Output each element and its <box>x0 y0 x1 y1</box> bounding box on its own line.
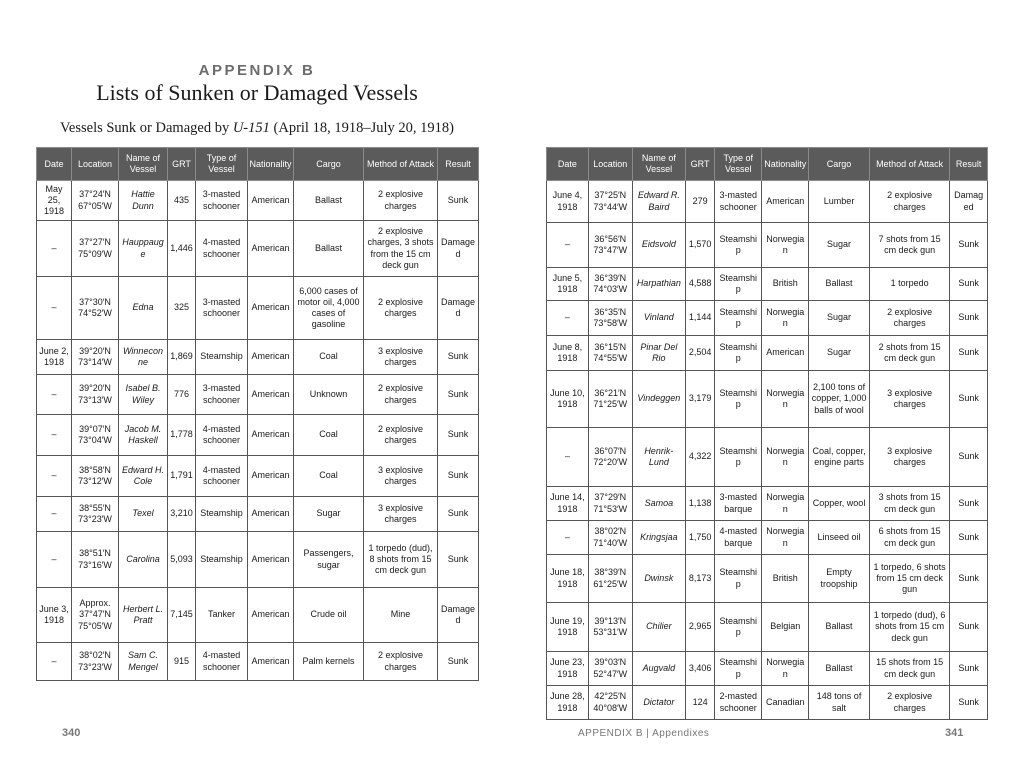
method-cell: 7 shots from 15 cm deck gun <box>869 223 949 268</box>
nationality-cell: British <box>762 555 809 603</box>
nationality-cell: Canadian <box>762 686 809 720</box>
vessel-type-cell: 3-masted barque <box>715 487 762 521</box>
vessel-name-cell: Herbert L. Pratt <box>119 588 168 643</box>
cargo-cell: Ballast <box>809 268 870 301</box>
appendix-label: APPENDIX B <box>198 62 316 79</box>
column-header: Type of Vessel <box>715 148 762 181</box>
grt-cell: 3,210 <box>168 497 196 532</box>
vessel-name-cell: Eidsvold <box>632 223 685 268</box>
vessel-type-cell: 2-masted schooner <box>715 686 762 720</box>
table-row <box>547 428 988 487</box>
table-row <box>37 181 479 221</box>
location-cell: 36°56′N 73°47′W <box>588 223 632 268</box>
table-row <box>547 371 988 428</box>
column-header: Nationality <box>762 148 809 181</box>
date-cell: June 28, 1918 <box>547 686 589 720</box>
column-header: Type of Vessel <box>196 148 248 181</box>
column-header: Result <box>950 148 988 181</box>
result-cell: Sunk <box>438 181 479 221</box>
vessel-name-cell: Chilier <box>632 603 685 652</box>
column-header: Name of Vessel <box>119 148 168 181</box>
result-cell: Sunk <box>950 686 988 720</box>
vessel-name-cell: Edna <box>119 277 168 340</box>
location-cell: 38°51′N 73°16′W <box>72 532 119 588</box>
result-cell: Damaged <box>438 277 479 340</box>
caption-vessel: U-151 <box>232 120 270 136</box>
result-cell: Sunk <box>950 336 988 371</box>
result-cell: Sunk <box>438 497 479 532</box>
table-row <box>547 301 988 336</box>
cargo-cell: Coal <box>294 456 364 497</box>
result-cell: Damaged <box>950 181 988 223</box>
method-cell: 3 shots from 15 cm deck gun <box>869 487 949 521</box>
column-header: Method of Attack <box>869 148 949 181</box>
cargo-cell: 6,000 cases of motor oil, 4,000 cases of gasoline <box>294 277 364 340</box>
nationality-cell: American <box>248 588 294 643</box>
grt-cell: 3,179 <box>685 371 714 428</box>
vessel-type-cell: 3-masted schooner <box>196 277 248 340</box>
location-cell: 38°58′N 73°12′W <box>72 456 119 497</box>
date-cell: June 5, 1918 <box>547 268 589 301</box>
cargo-cell: Ballast <box>294 221 364 277</box>
cargo-cell: Coal <box>294 415 364 456</box>
table-row <box>37 643 479 681</box>
table-row <box>547 603 988 652</box>
method-cell: 15 shots from 15 cm deck gun <box>869 652 949 686</box>
column-header: Result <box>438 148 479 181</box>
nationality-cell: American <box>248 415 294 456</box>
vessel-type-cell: Steamship <box>715 603 762 652</box>
grt-cell: 5,093 <box>168 532 196 588</box>
date-cell: June 8, 1918 <box>547 336 589 371</box>
vessel-type-cell: Steamship <box>715 336 762 371</box>
date-cell: – <box>37 497 72 532</box>
vessel-name-cell: Vindeggen <box>632 371 685 428</box>
vessel-type-cell: Steamship <box>715 428 762 487</box>
date-cell: – <box>37 532 72 588</box>
grt-cell: 915 <box>168 643 196 681</box>
vessel-name-cell: Isabel B. Wiley <box>119 375 168 415</box>
method-cell: 1 torpedo, 6 shots from 15 cm deck gun <box>869 555 949 603</box>
table-body-left <box>37 181 479 681</box>
location-cell: 38°02′N 73°23′W <box>72 643 119 681</box>
result-cell: Damaged <box>438 588 479 643</box>
table-row <box>37 456 479 497</box>
method-cell: 2 explosive charges, 3 shots from the 15 cm deck gun <box>364 221 438 277</box>
nationality-cell: Norwegian <box>762 487 809 521</box>
table-row <box>547 268 988 301</box>
location-cell: 36°39′N 74°03′W <box>588 268 632 301</box>
method-cell: 3 explosive charges <box>364 340 438 375</box>
vessel-name-cell: Hauppauge <box>119 221 168 277</box>
result-cell: Sunk <box>950 652 988 686</box>
grt-cell: 8,173 <box>685 555 714 603</box>
vessels-table-right <box>546 147 988 720</box>
page-heading: Lists of Sunken or Damaged Vessels <box>96 80 418 105</box>
cargo-cell: Sugar <box>809 336 870 371</box>
column-header: GRT <box>685 148 714 181</box>
caption-suffix: (April 18, 1918–July 20, 1918) <box>269 120 454 136</box>
vessel-name-cell: Carolina <box>119 532 168 588</box>
column-header: Name of Vessel <box>632 148 685 181</box>
grt-cell: 2,504 <box>685 336 714 371</box>
cargo-cell: 148 tons of salt <box>809 686 870 720</box>
vessel-type-cell: Tanker <box>196 588 248 643</box>
column-header: Cargo <box>294 148 364 181</box>
method-cell: 2 explosive charges <box>364 181 438 221</box>
table-row <box>547 223 988 268</box>
cargo-cell: Linseed oil <box>809 521 870 555</box>
date-cell: – <box>547 301 589 336</box>
location-cell: 37°27′N 75°09′W <box>72 221 119 277</box>
nationality-cell: American <box>248 221 294 277</box>
result-cell: Sunk <box>438 456 479 497</box>
column-header: Location <box>588 148 632 181</box>
location-cell: 38°39′N 61°25′W <box>588 555 632 603</box>
result-cell: Sunk <box>950 268 988 301</box>
location-cell: 39°13′N 53°31′W <box>588 603 632 652</box>
vessel-name-cell: Vinland <box>632 301 685 336</box>
grt-cell: 1,144 <box>685 301 714 336</box>
nationality-cell: American <box>248 497 294 532</box>
nationality-cell: Norwegian <box>762 371 809 428</box>
table-row <box>547 181 988 223</box>
vessel-type-cell: Steamship <box>715 301 762 336</box>
location-cell: 39°03′N 52°47′W <box>588 652 632 686</box>
vessel-type-cell: Steamship <box>715 555 762 603</box>
location-cell: 36°15′N 74°55′W <box>588 336 632 371</box>
vessel-type-cell: Steamship <box>715 652 762 686</box>
cargo-cell: 2,100 tons of copper, 1,000 balls of wool <box>809 371 870 428</box>
grt-cell: 1,138 <box>685 487 714 521</box>
grt-cell: 325 <box>168 277 196 340</box>
nationality-cell: American <box>248 532 294 588</box>
method-cell: 2 explosive charges <box>364 643 438 681</box>
cargo-cell: Ballast <box>294 181 364 221</box>
table-row <box>547 686 988 720</box>
result-cell: Sunk <box>950 521 988 555</box>
nationality-cell: American <box>248 181 294 221</box>
method-cell: 2 explosive charges <box>364 415 438 456</box>
column-header: Cargo <box>809 148 870 181</box>
method-cell: 2 explosive charges <box>364 277 438 340</box>
method-cell: 2 shots from 15 cm deck gun <box>869 336 949 371</box>
cargo-cell: Palm kernels <box>294 643 364 681</box>
location-cell: 36°07′N 72°20′W <box>588 428 632 487</box>
date-cell: – <box>37 456 72 497</box>
table-row <box>37 340 479 375</box>
location-cell: 38°02′N 71°40′W <box>588 521 632 555</box>
table-header-row <box>547 148 988 181</box>
date-cell: June 2, 1918 <box>37 340 72 375</box>
vessel-name-cell: Augvald <box>632 652 685 686</box>
grt-cell: 279 <box>685 181 714 223</box>
nationality-cell: British <box>762 268 809 301</box>
vessel-name-cell: Henrik-Lund <box>632 428 685 487</box>
cargo-cell: Passengers, sugar <box>294 532 364 588</box>
nationality-cell: Norwegian <box>762 223 809 268</box>
result-cell: Sunk <box>438 415 479 456</box>
table-row <box>37 588 479 643</box>
location-cell: 39°20′N 73°14′W <box>72 340 119 375</box>
vessel-type-cell: 3-masted schooner <box>715 181 762 223</box>
grt-cell: 1,570 <box>685 223 714 268</box>
cargo-cell: Crude oil <box>294 588 364 643</box>
date-cell: – <box>37 643 72 681</box>
vessel-type-cell: 3-masted schooner <box>196 181 248 221</box>
table-caption <box>36 120 478 137</box>
table-row <box>37 532 479 588</box>
vessel-type-cell: 4-masted schooner <box>196 456 248 497</box>
location-cell: 38°55′N 73°23′W <box>72 497 119 532</box>
date-cell: June 18, 1918 <box>547 555 589 603</box>
column-header: Method of Attack <box>364 148 438 181</box>
vessel-type-cell: Steamship <box>196 497 248 532</box>
result-cell: Sunk <box>950 371 988 428</box>
method-cell: 1 torpedo <box>869 268 949 301</box>
vessel-name-cell: Sam C. Mengel <box>119 643 168 681</box>
cargo-cell: Sugar <box>809 223 870 268</box>
cargo-cell: Sugar <box>809 301 870 336</box>
grt-cell: 2,965 <box>685 603 714 652</box>
cargo-cell: Ballast <box>809 652 870 686</box>
result-cell: Sunk <box>950 223 988 268</box>
nationality-cell: American <box>762 336 809 371</box>
vessels-table-left <box>36 147 479 681</box>
caption-prefix: Vessels Sunk or Damaged by <box>60 120 233 136</box>
date-cell: – <box>547 521 589 555</box>
location-cell: 39°07′N 73°04′W <box>72 415 119 456</box>
column-header: Date <box>547 148 589 181</box>
vessel-name-cell: Jacob M. Haskell <box>119 415 168 456</box>
vessel-name-cell: Samoa <box>632 487 685 521</box>
location-cell: 37°25′N 73°44′W <box>588 181 632 223</box>
table-row <box>37 277 479 340</box>
vessel-name-cell: Hattie Dunn <box>119 181 168 221</box>
vessel-name-cell: Pinar Del Rio <box>632 336 685 371</box>
nationality-cell: American <box>248 340 294 375</box>
method-cell: 3 explosive charges <box>364 456 438 497</box>
result-cell: Sunk <box>950 428 988 487</box>
nationality-cell: Norwegian <box>762 301 809 336</box>
table-row <box>547 521 988 555</box>
grt-cell: 4,588 <box>685 268 714 301</box>
column-header: Location <box>72 148 119 181</box>
result-cell: Sunk <box>950 301 988 336</box>
location-cell: Approx. 37°47′N 75°05′W <box>72 588 119 643</box>
date-cell: – <box>547 428 589 487</box>
cargo-cell: Sugar <box>294 497 364 532</box>
column-header: Date <box>37 148 72 181</box>
method-cell: 3 explosive charges <box>869 371 949 428</box>
nationality-cell: Norwegian <box>762 428 809 487</box>
grt-cell: 1,750 <box>685 521 714 555</box>
date-cell: – <box>547 223 589 268</box>
vessel-type-cell: Steamship <box>715 268 762 301</box>
vessel-type-cell: 4-masted schooner <box>196 415 248 456</box>
cargo-cell: Empty troopship <box>809 555 870 603</box>
table-row <box>37 415 479 456</box>
table-row <box>547 555 988 603</box>
table-body-right <box>547 181 988 720</box>
method-cell: 1 torpedo (dud), 8 shots from 15 cm deck gun <box>364 532 438 588</box>
vessel-name-cell: Texel <box>119 497 168 532</box>
cargo-cell: Copper, wool <box>809 487 870 521</box>
date-cell: – <box>37 221 72 277</box>
vessel-name-cell: Edward H. Cole <box>119 456 168 497</box>
date-cell: June 4, 1918 <box>547 181 589 223</box>
nationality-cell: American <box>248 456 294 497</box>
nationality-cell: Belgian <box>762 603 809 652</box>
table-row <box>547 652 988 686</box>
nationality-cell: American <box>762 181 809 223</box>
date-cell: June 23, 1918 <box>547 652 589 686</box>
vessel-name-cell: Edward R. Baird <box>632 181 685 223</box>
method-cell: 2 explosive charges <box>869 686 949 720</box>
result-cell: Sunk <box>438 532 479 588</box>
grt-cell: 7,145 <box>168 588 196 643</box>
grt-cell: 1,778 <box>168 415 196 456</box>
result-cell: Sunk <box>950 555 988 603</box>
table-row <box>547 487 988 521</box>
vessel-type-cell: 4-masted barque <box>715 521 762 555</box>
vessel-name-cell: Dwinsk <box>632 555 685 603</box>
vessel-name-cell: Dictator <box>632 686 685 720</box>
location-cell: 36°21′N 71°25′W <box>588 371 632 428</box>
cargo-cell: Coal, copper, engine parts <box>809 428 870 487</box>
running-footer: APPENDIX B | Appendixes <box>578 728 710 739</box>
page-number-left: 340 <box>62 727 81 739</box>
vessel-type-cell: 4-masted schooner <box>196 221 248 277</box>
column-header: Nationality <box>248 148 294 181</box>
method-cell: 6 shots from 15 cm deck gun <box>869 521 949 555</box>
vessel-type-cell: Steamship <box>715 223 762 268</box>
date-cell: June 19, 1918 <box>547 603 589 652</box>
column-header: GRT <box>168 148 196 181</box>
grt-cell: 1,869 <box>168 340 196 375</box>
grt-cell: 1,446 <box>168 221 196 277</box>
cargo-cell: Lumber <box>809 181 870 223</box>
location-cell: 37°24′N 67°05′W <box>72 181 119 221</box>
grt-cell: 124 <box>685 686 714 720</box>
cargo-cell: Ballast <box>809 603 870 652</box>
result-cell: Sunk <box>950 487 988 521</box>
location-cell: 42°25′N 40°08′W <box>588 686 632 720</box>
grt-cell: 1,791 <box>168 456 196 497</box>
date-cell: – <box>37 375 72 415</box>
grt-cell: 776 <box>168 375 196 415</box>
method-cell: Mine <box>364 588 438 643</box>
nationality-cell: Norwegian <box>762 521 809 555</box>
nationality-cell: American <box>248 375 294 415</box>
vessel-type-cell: Steamship <box>715 371 762 428</box>
vessel-type-cell: 4-masted schooner <box>196 643 248 681</box>
date-cell: May 25, 1918 <box>37 181 72 221</box>
table-row <box>547 336 988 371</box>
location-cell: 37°29′N 71°53′W <box>588 487 632 521</box>
result-cell: Sunk <box>438 643 479 681</box>
cargo-cell: Unknown <box>294 375 364 415</box>
result-cell: Sunk <box>438 375 479 415</box>
date-cell: – <box>37 277 72 340</box>
method-cell: 3 explosive charges <box>364 497 438 532</box>
method-cell: 2 explosive charges <box>364 375 438 415</box>
vessel-name-cell: Winneconne <box>119 340 168 375</box>
date-cell: June 14, 1918 <box>547 487 589 521</box>
date-cell: – <box>37 415 72 456</box>
table-header-row <box>37 148 479 181</box>
grt-cell: 435 <box>168 181 196 221</box>
vessel-name-cell: Harpathian <box>632 268 685 301</box>
result-cell: Sunk <box>950 603 988 652</box>
table-row <box>37 221 479 277</box>
location-cell: 39°20′N 73°13′W <box>72 375 119 415</box>
nationality-cell: American <box>248 643 294 681</box>
location-cell: 37°30′N 74°52′W <box>72 277 119 340</box>
grt-cell: 4,322 <box>685 428 714 487</box>
method-cell: 3 explosive charges <box>869 428 949 487</box>
table-row <box>37 375 479 415</box>
table-row <box>37 497 479 532</box>
vessel-type-cell: Steamship <box>196 340 248 375</box>
grt-cell: 3,406 <box>685 652 714 686</box>
method-cell: 1 torpedo (dud), 6 shots from 15 cm deck gun <box>869 603 949 652</box>
date-cell: June 10, 1918 <box>547 371 589 428</box>
vessel-type-cell: 3-masted schooner <box>196 375 248 415</box>
method-cell: 2 explosive charges <box>869 181 949 223</box>
vessel-type-cell: Steamship <box>196 532 248 588</box>
vessel-name-cell: Kringsjaa <box>632 521 685 555</box>
method-cell: 2 explosive charges <box>869 301 949 336</box>
nationality-cell: American <box>248 277 294 340</box>
nationality-cell: Norwegian <box>762 652 809 686</box>
date-cell: June 3, 1918 <box>37 588 72 643</box>
page-number-right: 341 <box>945 727 964 739</box>
location-cell: 36°35′N 73°58′W <box>588 301 632 336</box>
result-cell: Sunk <box>438 340 479 375</box>
cargo-cell: Coal <box>294 340 364 375</box>
result-cell: Damaged <box>438 221 479 277</box>
